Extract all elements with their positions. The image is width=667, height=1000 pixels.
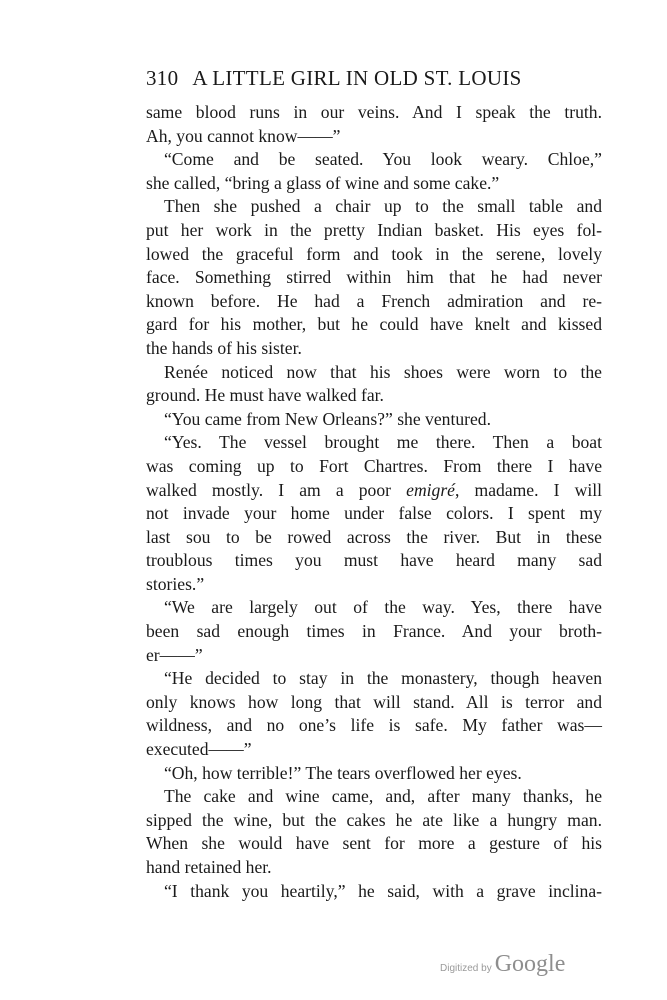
text-line: executed——”	[146, 739, 252, 760]
text-line: only knows how long that will stand. All is terror and	[146, 691, 602, 712]
text-line: put her work in the pretty Indian basket. His eyes fol-	[146, 219, 602, 240]
book-page	[146, 66, 602, 903]
page-number: 310	[146, 66, 179, 90]
text-line: Then she pushed a chair up to the small table and	[164, 196, 602, 217]
text-line: troublous times you must have heard many sad	[146, 550, 602, 571]
text-line: the hands of his sister.	[146, 337, 302, 358]
text-line: “You came from New Orleans?” she ventured.	[164, 408, 492, 429]
text-line: face. Something stirred within him that he had never	[146, 267, 602, 288]
text-line: been sad enough times in France. And your broth-	[146, 621, 602, 642]
text-line: hand retained her.	[146, 857, 272, 877]
text-line: sipped the wine, but the cakes he ate like a hungry man.	[146, 809, 602, 830]
text-line: Renée noticed now that his shoes were worn to the	[164, 361, 602, 382]
text-line: gard for his mother, but he could have knelt and kissed	[146, 314, 602, 335]
text-line: “He decided to stay in the monastery, though heaven	[164, 668, 602, 689]
text-line: known before. He had a French admiration and re-	[146, 290, 602, 311]
text-line: ground. He must have walked far.	[146, 385, 384, 406]
digitization-watermark	[440, 951, 565, 978]
text-line: lowed the graceful form and took in the serene, lovely	[146, 243, 602, 264]
text-line: The cake and wine came, and, after many thanks, he	[164, 786, 602, 807]
text-line: er——”	[146, 644, 203, 665]
text-line: “I thank you heartily,” he said, with a grave inclina-	[164, 880, 602, 901]
text-line: stories.”	[146, 573, 205, 594]
text-line: last sou to be rowed across the river. But in these	[146, 526, 602, 547]
text-line: she called, “bring a glass of wine and some cake.”	[146, 172, 500, 193]
digitized-by-label: Digitized by	[440, 963, 492, 974]
text-line: When she would have sent for more a gesture of his	[146, 833, 602, 854]
text-line: wildness, and no one’s life is safe. My father was—	[146, 715, 602, 736]
text-line: “Oh, how terrible!” The tears overflowed her eyes.	[164, 762, 522, 783]
text-line: not invade your home under false colors. I spent my	[146, 503, 602, 524]
text-line: was coming up to Fort Chartres. From there I have	[146, 455, 602, 476]
body-text	[146, 101, 602, 903]
text-line: walked mostly. I am a poor emigré, madame. I will	[146, 479, 602, 500]
running-title: A LITTLE GIRL IN OLD ST. LOUIS	[192, 66, 522, 90]
text-line: “We are largely out of the way. Yes, there have	[164, 597, 602, 618]
running-head	[146, 66, 602, 96]
text-line: “Yes. The vessel brought me there. Then a boat	[164, 432, 602, 453]
text-line: “Come and be seated. You look weary. Chloe,”	[164, 149, 602, 170]
text-line: Ah, you cannot know——”	[146, 125, 341, 146]
google-logo: Google	[494, 951, 566, 977]
text-line: same blood runs in our veins. And I speak the truth.	[146, 102, 602, 122]
